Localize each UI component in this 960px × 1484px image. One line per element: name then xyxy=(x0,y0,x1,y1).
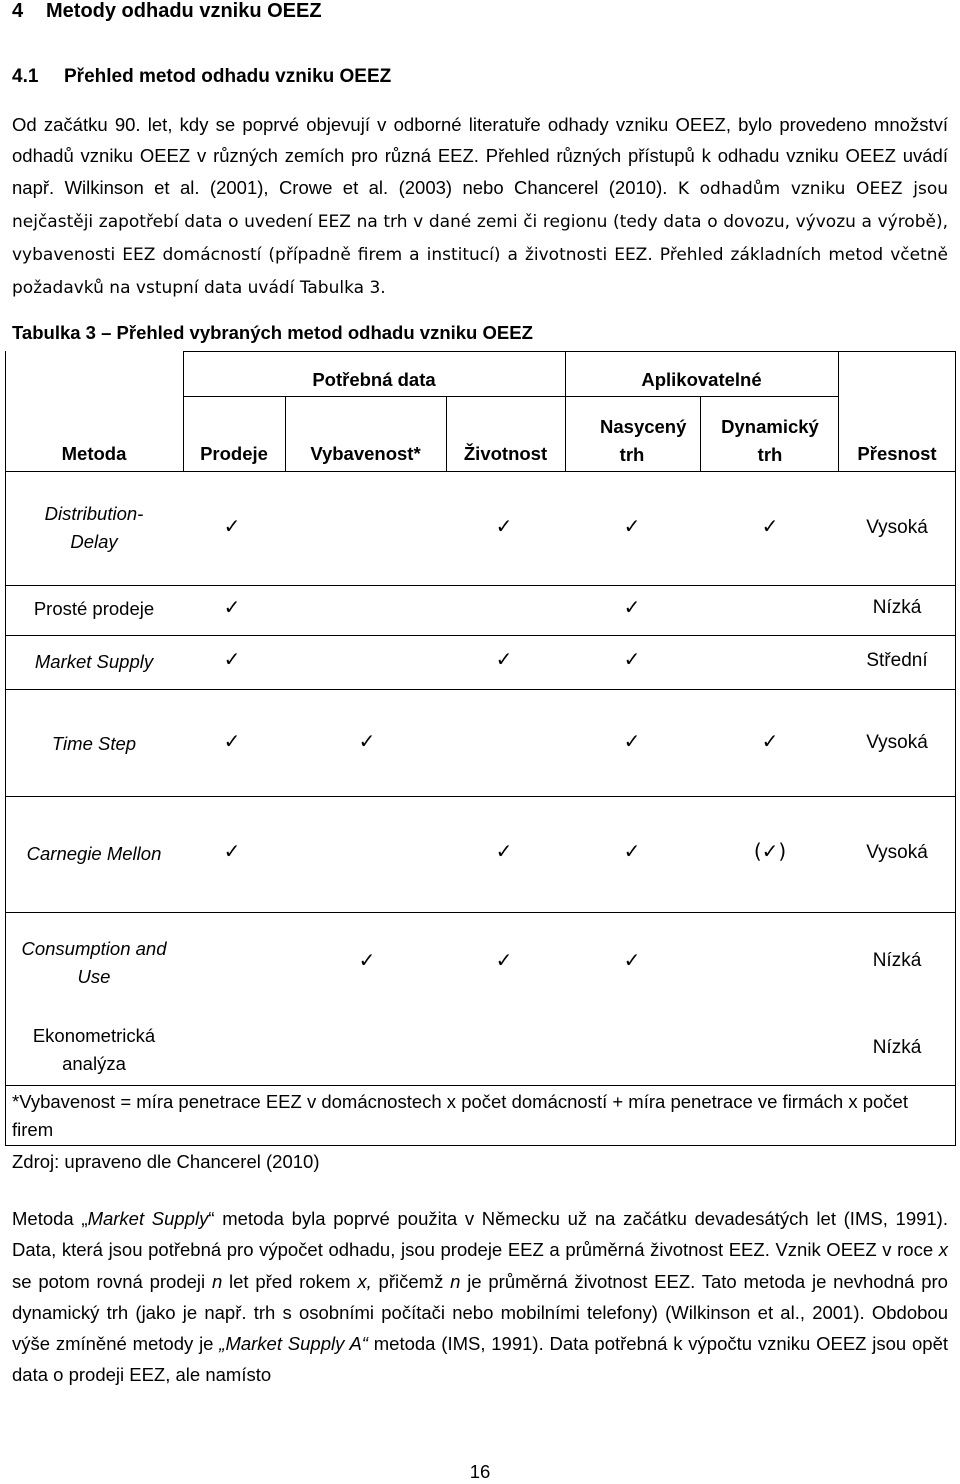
header-method: Metoda xyxy=(61,443,127,464)
check-icon: ✓ xyxy=(623,729,641,753)
page-number: 16 xyxy=(469,1461,491,1482)
section-heading xyxy=(12,66,391,88)
check-icon: ✓ xyxy=(623,595,641,619)
section-number: 4.1 xyxy=(12,66,39,87)
header-required-data: Potřebná data xyxy=(312,369,436,390)
text-run: “ metoda byla poprvé použita v Německu už na začátku devadesátých let (IMS, 1991). Data, která jsou potřebná pro výpočet odhadu, jsou prodeje EEZ a průměrná životnost EEZ. Vznik OEEZ v roce xyxy=(12,1208,948,1261)
check-icon: ✓ xyxy=(223,647,241,671)
chapter-title: Metody odhadu vzniku OEEZ xyxy=(46,0,322,22)
table-footnote: *Vybavenost = míra penetrace EEZ v domácnostech x počet domácností + míra penetrace ve firmách x počet firem xyxy=(12,1091,908,1140)
header-applicable: Aplikovatelné xyxy=(641,369,762,390)
accuracy-value: Vysoká xyxy=(866,517,928,538)
chapter-number: 4 xyxy=(12,0,24,22)
accuracy-value: Vysoká xyxy=(866,732,928,753)
check-icon: ✓ xyxy=(623,514,641,538)
table-source: Zdroj: upraveno dle Chancerel (2010) xyxy=(12,1151,320,1172)
intro-paragraph xyxy=(12,109,948,305)
text-run-italic: n xyxy=(211,1270,223,1292)
check-icon: ✓ xyxy=(358,948,376,972)
header-dynamic-market: Dynamický trh xyxy=(721,416,819,465)
check-parenthesized-icon: (✓) xyxy=(753,839,787,863)
text-run: metoda (IMS, 1991). Data potřebná k výpočtu vzniku OEEZ jsou opět data o prodeji EEZ, ale namísto xyxy=(12,1333,949,1386)
intro-text-2: K odhadům vzniku OEEZ jsou nejčastěji zapotřebí data o uvedení EEZ na trh v dané zemi či regionu (tedy data o dovozu, vývozu a výrobě), vybavenosti EEZ domácností (případně firem a institucí) a životnosti EEZ. Přehled základních metod včetně požadavků na vstupní data uvádí Tabulka 3. xyxy=(12,178,948,299)
method-name: Distribution-Delay xyxy=(44,503,144,552)
table-caption: Tabulka 3 – Přehled vybraných metod odhadu vzniku OEEZ xyxy=(12,322,533,343)
check-icon: ✓ xyxy=(761,514,779,538)
text-run: Metoda „ xyxy=(12,1208,88,1229)
check-icon: ✓ xyxy=(223,595,241,619)
accuracy-value: Vysoká xyxy=(866,842,928,863)
check-icon: ✓ xyxy=(495,514,513,538)
check-icon: ✓ xyxy=(223,839,241,863)
header-sales: Prodeje xyxy=(200,443,268,464)
header-ownership: Vybavenost* xyxy=(310,443,421,464)
market-supply-paragraph xyxy=(12,1203,948,1391)
method-name: Market Supply xyxy=(34,651,154,672)
method-name: Consumption and Use xyxy=(21,938,167,987)
check-icon: ✓ xyxy=(761,729,779,753)
text-run: je průměrná životnost EEZ. Tato metoda je nevhodná pro dynamický trh (jako je např. trh s osobními počítači nebo mobilními telefony) (Wilkinson et al., 2001). Obdobou výše zmíněné metody je xyxy=(12,1270,948,1355)
header-saturated-market: Nasycený trh xyxy=(600,416,687,465)
accuracy-value: Nízká xyxy=(872,597,922,618)
method-name: Prosté prodeje xyxy=(33,598,155,619)
intro-text-1: Od začátku 90. let, kdy se poprvé objevují v odborné literatuře odhady vzniku OEEZ, bylo provedeno množství odhadů vzniku OEEZ v různých zemích pro různá EEZ. Přehled různých přístupů k odhadu vzniku OEEZ uvádí např. Wilkinson et al. (2001), Crowe et al. (2003) nebo Chancerel (2010). xyxy=(12,114,948,198)
check-icon: ✓ xyxy=(623,647,641,671)
check-icon: ✓ xyxy=(358,729,376,753)
check-icon: ✓ xyxy=(223,729,241,753)
method-name: Time Step xyxy=(51,733,137,754)
text-run-italic: n xyxy=(450,1270,461,1292)
text-run-italic: „Market Supply A“ xyxy=(219,1333,368,1355)
header-lifetime: Životnost xyxy=(463,443,548,464)
check-icon: ✓ xyxy=(223,514,241,538)
method-name: Carnegie Mellon xyxy=(26,843,162,864)
method-name: Ekonometrická analýza xyxy=(32,1025,156,1074)
header-accuracy: Přesnost xyxy=(857,443,937,464)
section-title: Přehled metod odhadu vzniku OEEZ xyxy=(64,66,392,87)
accuracy-value: Střední xyxy=(866,650,928,671)
check-icon: ✓ xyxy=(495,839,513,863)
text-run-italic: x, xyxy=(357,1270,372,1292)
text-run: let před rokem xyxy=(222,1270,358,1292)
check-icon: ✓ xyxy=(495,948,513,972)
text-run-italic: Market Supply xyxy=(87,1208,209,1229)
accuracy-value: Nízká xyxy=(872,950,922,971)
text-run: přičemž xyxy=(371,1270,451,1292)
text-run-italic: x xyxy=(938,1239,948,1261)
chapter-heading xyxy=(12,0,322,23)
check-icon: ✓ xyxy=(623,839,641,863)
check-icon: ✓ xyxy=(495,647,513,671)
accuracy-value: Nízká xyxy=(872,1037,922,1058)
text-run: se potom rovná prodeji xyxy=(12,1270,212,1292)
check-icon: ✓ xyxy=(623,948,641,972)
